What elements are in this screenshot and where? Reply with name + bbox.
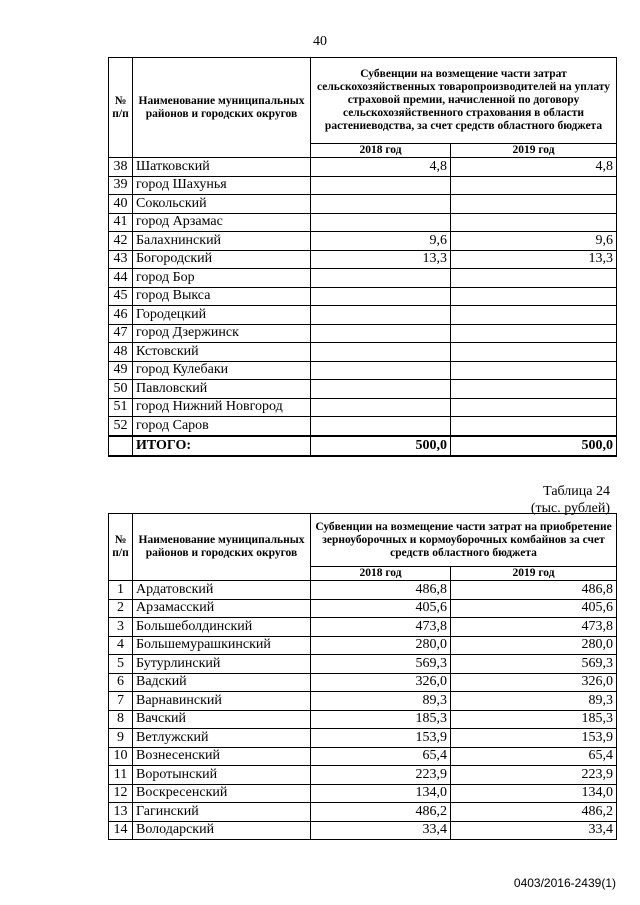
- row-number: 12: [109, 784, 133, 803]
- value-2019: [451, 417, 617, 436]
- value-2018: [311, 176, 451, 195]
- table-body: [109, 158, 617, 436]
- table-row: [109, 729, 617, 748]
- district-name: Арзамасский: [133, 599, 311, 618]
- table-row: [109, 324, 617, 343]
- value-2019: 153,9: [451, 729, 617, 748]
- value-2018: [311, 306, 451, 325]
- value-2018: [311, 343, 451, 362]
- district-name: Володарский: [133, 821, 311, 840]
- row-number: 5: [109, 655, 133, 674]
- subsidy-table-insurance: [108, 57, 617, 457]
- value-2019: 4,8: [451, 158, 617, 177]
- value-2018: [311, 417, 451, 436]
- district-name: Шатковский: [133, 158, 311, 177]
- value-2019: 569,3: [451, 655, 617, 674]
- district-name: Бутурлинский: [133, 655, 311, 674]
- value-2018: 89,3: [311, 692, 451, 711]
- value-2019: [451, 324, 617, 343]
- table-row: [109, 398, 617, 417]
- district-name: Богородский: [133, 250, 311, 269]
- value-2018: [311, 361, 451, 380]
- page-number: 40: [313, 34, 327, 49]
- value-2019: 326,0: [451, 673, 617, 692]
- value-2018: 473,8: [311, 618, 451, 637]
- district-name: Гагинский: [133, 803, 311, 822]
- value-2019: 405,6: [451, 599, 617, 618]
- row-number: 1: [109, 581, 133, 600]
- row-number: 38: [109, 158, 133, 177]
- value-2018: 223,9: [311, 766, 451, 785]
- col-name-header: Наименование муниципальных районов и городских округов: [133, 58, 311, 158]
- row-number: 42: [109, 232, 133, 251]
- row-number: 52: [109, 417, 133, 436]
- value-2018: [311, 213, 451, 232]
- value-2019: 9,6: [451, 232, 617, 251]
- district-name: город Саров: [133, 417, 311, 436]
- value-2018: 486,2: [311, 803, 451, 822]
- value-2019: 473,8: [451, 618, 617, 637]
- table-row: [109, 655, 617, 674]
- value-2018: 134,0: [311, 784, 451, 803]
- value-2019: 13,3: [451, 250, 617, 269]
- row-number: 45: [109, 287, 133, 306]
- value-2019: 65,4: [451, 747, 617, 766]
- total-row: [109, 436, 617, 456]
- row-number: 43: [109, 250, 133, 269]
- value-2019: 185,3: [451, 710, 617, 729]
- district-name: город Шахунья: [133, 176, 311, 195]
- document-code: 0403/2016-2439(1): [513, 876, 616, 890]
- district-name: Воротынский: [133, 766, 311, 785]
- total-label: ИТОГО:: [133, 436, 311, 456]
- row-number: 10: [109, 747, 133, 766]
- row-number: 41: [109, 213, 133, 232]
- total-2018: 500,0: [311, 436, 451, 456]
- value-2019: [451, 195, 617, 214]
- row-number: 46: [109, 306, 133, 325]
- value-2018: 185,3: [311, 710, 451, 729]
- value-2019: [451, 343, 617, 362]
- table-row: [109, 673, 617, 692]
- row-number: 14: [109, 821, 133, 840]
- table-units: (тыс. рублей): [530, 501, 610, 516]
- district-name: Воскресенский: [133, 784, 311, 803]
- col-number-header: № п/п: [109, 514, 133, 581]
- value-2018: [311, 269, 451, 288]
- value-2019: [451, 213, 617, 232]
- district-name: город Выкса: [133, 287, 311, 306]
- table-row: [109, 213, 617, 232]
- year-2019-header: 2019 год: [451, 567, 617, 581]
- col-name-header: Наименование муниципальных районов и городских округов: [133, 514, 311, 581]
- value-2018: 280,0: [311, 636, 451, 655]
- table-row: [109, 269, 617, 288]
- table-row: [109, 784, 617, 803]
- table-row: [109, 361, 617, 380]
- value-2018: 569,3: [311, 655, 451, 674]
- value-2018: [311, 398, 451, 417]
- district-name: город Дзержинск: [133, 324, 311, 343]
- col-subsidy-header: Субвенции на возмещение части затрат на приобретение зерноуборочных и кормоуборочных комбайнов за счет средств областного бюджета: [311, 514, 617, 567]
- value-2018: 326,0: [311, 673, 451, 692]
- col-number-header: № п/п: [109, 58, 133, 158]
- value-2019: 89,3: [451, 692, 617, 711]
- value-2019: 486,2: [451, 803, 617, 822]
- district-name: город Арзамас: [133, 213, 311, 232]
- year-2018-header: 2018 год: [311, 567, 451, 581]
- year-2019-header: 2019 год: [451, 144, 617, 158]
- row-number: 47: [109, 324, 133, 343]
- value-2018: 13,3: [311, 250, 451, 269]
- value-2018: 65,4: [311, 747, 451, 766]
- value-2018: 405,6: [311, 599, 451, 618]
- table-row: [109, 692, 617, 711]
- district-name: Вознесенский: [133, 747, 311, 766]
- value-2018: 33,4: [311, 821, 451, 840]
- row-number: 6: [109, 673, 133, 692]
- value-2019: 280,0: [451, 636, 617, 655]
- total-2019: 500,0: [451, 436, 617, 456]
- value-2019: [451, 287, 617, 306]
- table-row: [109, 306, 617, 325]
- table-row: [109, 287, 617, 306]
- value-2018: [311, 324, 451, 343]
- value-2019: 486,8: [451, 581, 617, 600]
- row-number: 13: [109, 803, 133, 822]
- table-row: [109, 803, 617, 822]
- row-number: 51: [109, 398, 133, 417]
- table-row: [109, 176, 617, 195]
- row-number: 7: [109, 692, 133, 711]
- total-number-cell: [109, 436, 133, 456]
- table-row: [109, 581, 617, 600]
- value-2018: [311, 380, 451, 399]
- row-number: 39: [109, 176, 133, 195]
- table-row: [109, 343, 617, 362]
- value-2019: 33,4: [451, 821, 617, 840]
- row-number: 40: [109, 195, 133, 214]
- table-row: [109, 618, 617, 637]
- value-2019: 223,9: [451, 766, 617, 785]
- district-name: Вадский: [133, 673, 311, 692]
- table-row: [109, 250, 617, 269]
- table-row: [109, 747, 617, 766]
- row-number: 3: [109, 618, 133, 637]
- district-name: Балахнинский: [133, 232, 311, 251]
- value-2018: 4,8: [311, 158, 451, 177]
- table-row: [109, 599, 617, 618]
- table-row: [109, 710, 617, 729]
- district-name: Большемурашкинский: [133, 636, 311, 655]
- district-name: Ардатовский: [133, 581, 311, 600]
- value-2018: [311, 195, 451, 214]
- row-number: 2: [109, 599, 133, 618]
- district-name: Ветлужский: [133, 729, 311, 748]
- row-number: 49: [109, 361, 133, 380]
- row-number: 48: [109, 343, 133, 362]
- district-name: Кстовский: [133, 343, 311, 362]
- table-row: [109, 195, 617, 214]
- value-2019: [451, 269, 617, 288]
- table-row: [109, 380, 617, 399]
- table-row: [109, 636, 617, 655]
- value-2019: [451, 176, 617, 195]
- district-name: город Кулебаки: [133, 361, 311, 380]
- district-name: Большеболдинский: [133, 618, 311, 637]
- subsidy-table-harvesters: [108, 513, 617, 840]
- district-name: Вачский: [133, 710, 311, 729]
- row-number: 8: [109, 710, 133, 729]
- value-2018: [311, 287, 451, 306]
- value-2019: [451, 380, 617, 399]
- table-row: [109, 158, 617, 177]
- district-name: Сокольский: [133, 195, 311, 214]
- value-2019: [451, 306, 617, 325]
- district-name: Варнавинский: [133, 692, 311, 711]
- district-name: Павловский: [133, 380, 311, 399]
- row-number: 4: [109, 636, 133, 655]
- value-2018: 486,8: [311, 581, 451, 600]
- value-2019: 134,0: [451, 784, 617, 803]
- value-2018: 153,9: [311, 729, 451, 748]
- col-subsidy-header: Субвенции на возмещение части затрат сельскохозяйственных товаропроизводителей на уплату страховой премии, начисленной по договору сельскохозяйственного страхования в области растениеводства, за счет средств областного бюджета: [311, 58, 617, 144]
- table-row: [109, 821, 617, 840]
- row-number: 9: [109, 729, 133, 748]
- table-row: [109, 766, 617, 785]
- table-row: [109, 417, 617, 436]
- table-body: [109, 581, 617, 840]
- row-number: 44: [109, 269, 133, 288]
- year-2018-header: 2018 год: [311, 144, 451, 158]
- value-2018: 9,6: [311, 232, 451, 251]
- table-row: [109, 232, 617, 251]
- row-number: 50: [109, 380, 133, 399]
- district-name: город Бор: [133, 269, 311, 288]
- table-caption: Таблица 24: [543, 484, 610, 499]
- value-2019: [451, 361, 617, 380]
- row-number: 11: [109, 766, 133, 785]
- value-2019: [451, 398, 617, 417]
- district-name: Городецкий: [133, 306, 311, 325]
- district-name: город Нижний Новгород: [133, 398, 311, 417]
